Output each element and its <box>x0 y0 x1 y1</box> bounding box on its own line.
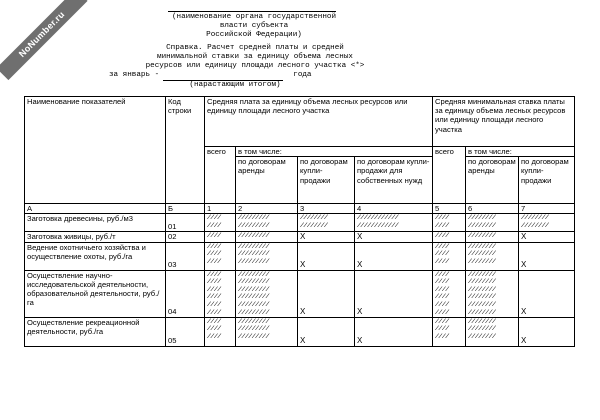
col-header-sale-2: по договорам купли-продажи <box>519 157 575 204</box>
row-name: Заготовка древесины, руб./м3 <box>25 214 166 232</box>
hatched-cell: //// <box>433 232 466 242</box>
x-cell: X <box>519 242 575 270</box>
col-num-7: 7 <box>519 204 575 214</box>
hatched-cell: ///////// ///////// ///////// ///////// ///////// ///////// <box>236 270 298 317</box>
col-header-incl-1: в том числе: <box>236 147 433 157</box>
hatched-cell: //////// //////// //////// //////// //////// //////// <box>466 270 519 317</box>
col-num-b: Б <box>166 204 205 214</box>
hatched-cell: //////// //////// <box>466 214 519 232</box>
form-title <box>105 44 405 71</box>
hatched-cell: ///////// <box>236 232 298 242</box>
hatched-cell: ///////// ///////// <box>236 214 298 232</box>
table-row <box>25 317 575 346</box>
col-header-sale-1: по договорам купли-продажи <box>298 157 355 204</box>
column-number-row <box>25 204 575 214</box>
row-code: 05 <box>166 317 205 346</box>
hatched-cell: //////////// //////////// <box>355 214 433 232</box>
org-name-caption <box>160 13 348 40</box>
col-num-a: А <box>25 204 166 214</box>
hatched-cell: //// //// //// <box>433 317 466 346</box>
hatched-cell: ///////// ///////// ///////// <box>236 242 298 270</box>
col-num-6: 6 <box>466 204 519 214</box>
col-num-5: 5 <box>433 204 466 214</box>
org-caption-line-2: Российской Федерации) <box>206 31 302 39</box>
hatched-cell: //////// //////// <box>298 214 355 232</box>
col-header-incl-2: в том числе: <box>466 147 575 157</box>
hatched-cell: //// //// <box>205 214 236 232</box>
col-num-3: 3 <box>298 204 355 214</box>
col-header-lease-2: по договорам аренды <box>466 157 519 204</box>
col-num-1: 1 <box>205 204 236 214</box>
table-row <box>25 270 575 317</box>
cumulative-note: (нарастающим итогом) <box>189 81 281 89</box>
hatched-cell: //// //// //// <box>205 317 236 346</box>
x-cell: X <box>298 317 355 346</box>
col-header-name: Наименование показателей <box>25 97 166 204</box>
x-cell: X <box>355 270 433 317</box>
x-cell: X <box>355 232 433 242</box>
period-line <box>109 71 409 80</box>
x-cell: X <box>519 317 575 346</box>
title-line-1: Справка. Расчет средней платы и средней <box>166 44 344 52</box>
hatched-cell: //////// //////// <box>519 214 575 232</box>
title-line-2: минимальной ставки за единицу объема лесных <box>157 53 353 61</box>
x-cell: X <box>519 270 575 317</box>
row-code: 03 <box>166 242 205 270</box>
hatched-cell: //////// //////// //////// <box>466 317 519 346</box>
col-num-2: 2 <box>236 204 298 214</box>
col-header-avg-pay: Средняя плата за единицу объема лесных ресурсов или единицу площади лесного участка <box>205 97 433 147</box>
col-num-4: 4 <box>355 204 433 214</box>
period-suffix: года <box>293 71 312 79</box>
col-header-total-1: всего <box>205 147 236 204</box>
header-row-1 <box>25 97 575 147</box>
table-row <box>25 214 575 232</box>
col-header-own-needs: по договорам купли-продажи для собственных нужд <box>355 157 433 204</box>
row-name: Осуществление рекреационной деятельности, руб./га <box>25 317 166 346</box>
col-header-lease-1: по договорам аренды <box>236 157 298 204</box>
hatched-cell: //// //// //// <box>205 242 236 270</box>
hatched-cell: //// //// //// //// //// //// <box>433 270 466 317</box>
hatched-cell: //////// //////// //////// <box>466 242 519 270</box>
period-prefix: за январь - <box>109 71 160 79</box>
hatched-cell: //// //// //// //// //// //// <box>205 270 236 317</box>
x-cell: X <box>355 242 433 270</box>
title-line-3: ресурсов или единицу площади лесного участка <*> <box>145 62 365 70</box>
hatched-cell: //////// <box>466 232 519 242</box>
table-row <box>25 242 575 270</box>
row-name: Ведение охотничьего хозяйства и осуществление охоты, руб./га <box>25 242 166 270</box>
row-name: Осуществление научно-исследовательской деятельности, образовательной деятельности, руб./га <box>25 270 166 317</box>
watermark: NoNumber.ru <box>0 0 88 80</box>
row-code: 01 <box>166 214 205 232</box>
x-cell: X <box>298 242 355 270</box>
x-cell: X <box>298 232 355 242</box>
hatched-cell: //// <box>205 232 236 242</box>
hatched-cell: ///////// ///////// ///////// <box>236 317 298 346</box>
hatched-cell: //// //// <box>433 214 466 232</box>
calculation-table <box>24 96 575 347</box>
col-header-min-rate: Средняя минимальная ставка платы за единицу объема лесных ресурсов или единицу площади лесного участка <box>433 97 575 147</box>
hatched-cell: //// //// //// <box>433 242 466 270</box>
row-name: Заготовка живицы, руб./т <box>25 232 166 242</box>
row-code: 02 <box>166 232 205 242</box>
col-header-total-2: всего <box>433 147 466 204</box>
col-header-code: Код строки <box>166 97 205 204</box>
org-name-rule <box>168 11 336 12</box>
table-row <box>25 232 575 242</box>
x-cell: X <box>355 317 433 346</box>
org-caption-line-1: (наименование органа государственной власти субъекта <box>171 13 337 30</box>
row-code: 04 <box>166 270 205 317</box>
x-cell: X <box>519 232 575 242</box>
x-cell: X <box>298 270 355 317</box>
